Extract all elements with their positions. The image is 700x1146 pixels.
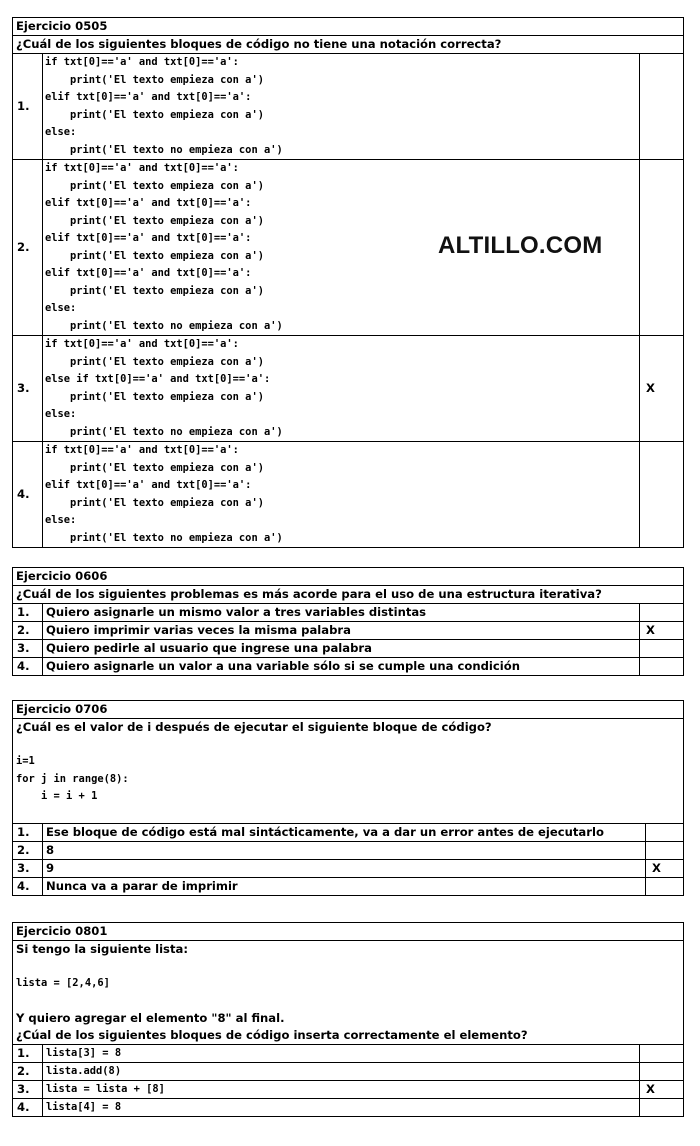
answer-mark (640, 658, 684, 676)
option-number: 3. (13, 336, 43, 442)
option-row (13, 860, 684, 878)
option-row (13, 1080, 684, 1098)
option-number: 1. (13, 824, 43, 842)
option-row (13, 1044, 684, 1062)
answer-mark (640, 1098, 684, 1116)
exercise-question: ¿Cuál es el valor de i después de ejecutar el siguiente bloque de código? (16, 720, 492, 734)
exercise-question: ¿Cúal de los siguientes bloques de código inserta correctamente el elemento? (16, 1027, 528, 1042)
option-number: 3. (13, 640, 43, 658)
option-text: Quiero asignarle un valor a una variable sólo si se cumple una condición (43, 658, 640, 676)
option-number: 4. (13, 878, 43, 896)
option-number: 4. (13, 442, 43, 548)
option-text: 9 (43, 860, 646, 878)
option-number: 4. (13, 658, 43, 676)
answer-mark (640, 640, 684, 658)
option-number: 4. (13, 1098, 43, 1116)
option-row (13, 842, 684, 860)
option-number: 2. (13, 842, 43, 860)
option-number: 1. (13, 604, 43, 622)
option-number: 1. (13, 1044, 43, 1062)
exercise-0706 (12, 700, 684, 896)
exercise-question: ¿Cuál de los siguientes problemas es más acorde para el uso de una estructura iterativa? (13, 586, 684, 604)
exercise-0505 (12, 17, 684, 548)
code-snippet: i=1 for j in range(8): i = i + 1 (16, 755, 129, 802)
option-number: 2. (13, 160, 43, 336)
answer-mark (640, 160, 684, 336)
option-text: Quiero pedirle al usuario que ingrese una palabra (43, 640, 640, 658)
answer-mark: X (640, 1080, 684, 1098)
option-text: Ese bloque de código está mal sintácticamente, va a dar un error antes de ejecutarlo (43, 824, 646, 842)
answer-mark (646, 824, 684, 842)
option-text: Quiero imprimir varias veces la misma palabra (43, 622, 640, 640)
exercise-title: Ejercicio 0606 (13, 568, 684, 586)
option-number: 2. (13, 1062, 43, 1080)
option-row (13, 640, 684, 658)
option-row (13, 54, 684, 160)
option-number: 2. (13, 622, 43, 640)
answer-mark (640, 604, 684, 622)
option-row (13, 604, 684, 622)
option-row (13, 622, 684, 640)
question-body (13, 941, 684, 1045)
exercise-title: Ejercicio 0706 (13, 701, 684, 719)
option-row (13, 336, 684, 442)
answer-mark: X (640, 336, 684, 442)
option-text: 8 (43, 842, 646, 860)
exercise-title: Ejercicio 0505 (13, 18, 684, 36)
option-code: lista[4] = 8 (43, 1098, 640, 1116)
answer-mark: X (640, 622, 684, 640)
option-code: lista = lista + [8] (43, 1080, 640, 1098)
answer-mark (646, 842, 684, 860)
answer-mark (640, 1062, 684, 1080)
option-row (13, 824, 684, 842)
option-code: if txt[0]=='a' and txt[0]=='a': print('El texto empieza con a') else if txt[0]=='a' and txt[0]=='a': print('El texto empieza con a') else: print('El texto no empieza con a') (43, 336, 640, 442)
exercise-0801 (12, 922, 684, 1117)
option-code: if txt[0]=='a' and txt[0]=='a': print('El texto empieza con a') elif txt[0]=='a' and txt[0]=='a': print('El texto empieza con a') else: print('El texto no empieza con a') (43, 442, 640, 548)
option-row (13, 1062, 684, 1080)
watermark: ALTILLO.COM (438, 232, 603, 259)
answer-mark (640, 442, 684, 548)
code-snippet: lista = [2,4,6] (16, 977, 110, 989)
option-code: lista.add(8) (43, 1062, 640, 1080)
question-intro: Si tengo la siguiente lista: (16, 942, 188, 956)
option-text: Nunca va a parar de imprimir (43, 878, 646, 896)
option-code: if txt[0]=='a' and txt[0]=='a': print('El texto empieza con a') elif txt[0]=='a' and txt[0]=='a': print('El texto empieza con a') elif txt[0]=='a' and txt[0]=='a': print('El texto empieza con a') elif txt[0]=='a' and txt[0]=='a': print('El texto empieza con a') else: print('El texto no empieza con a') (43, 160, 640, 336)
answer-mark (646, 878, 684, 896)
option-number: 3. (13, 860, 43, 878)
option-number: 1. (13, 54, 43, 160)
exercise-title: Ejercicio 0801 (13, 923, 684, 941)
question-body (13, 719, 684, 824)
option-row (13, 658, 684, 676)
option-row (13, 878, 684, 896)
option-code: lista[3] = 8 (43, 1044, 640, 1062)
option-row (13, 442, 684, 548)
question-line: Y quiero agregar el elemento "8" al final. (16, 1010, 285, 1025)
option-text: Quiero asignarle un mismo valor a tres variables distintas (43, 604, 640, 622)
option-number: 3. (13, 1080, 43, 1098)
answer-mark (640, 54, 684, 160)
option-row (13, 1098, 684, 1116)
exercise-0606 (12, 567, 684, 676)
option-code: if txt[0]=='a' and txt[0]=='a': print('El texto empieza con a') elif txt[0]=='a' and txt[0]=='a': print('El texto empieza con a') else: print('El texto no empieza con a') (43, 54, 640, 160)
answer-mark: X (646, 860, 684, 878)
answer-mark (640, 1044, 684, 1062)
exercise-question: ¿Cuál de los siguientes bloques de código no tiene una notación correcta? (13, 36, 684, 54)
